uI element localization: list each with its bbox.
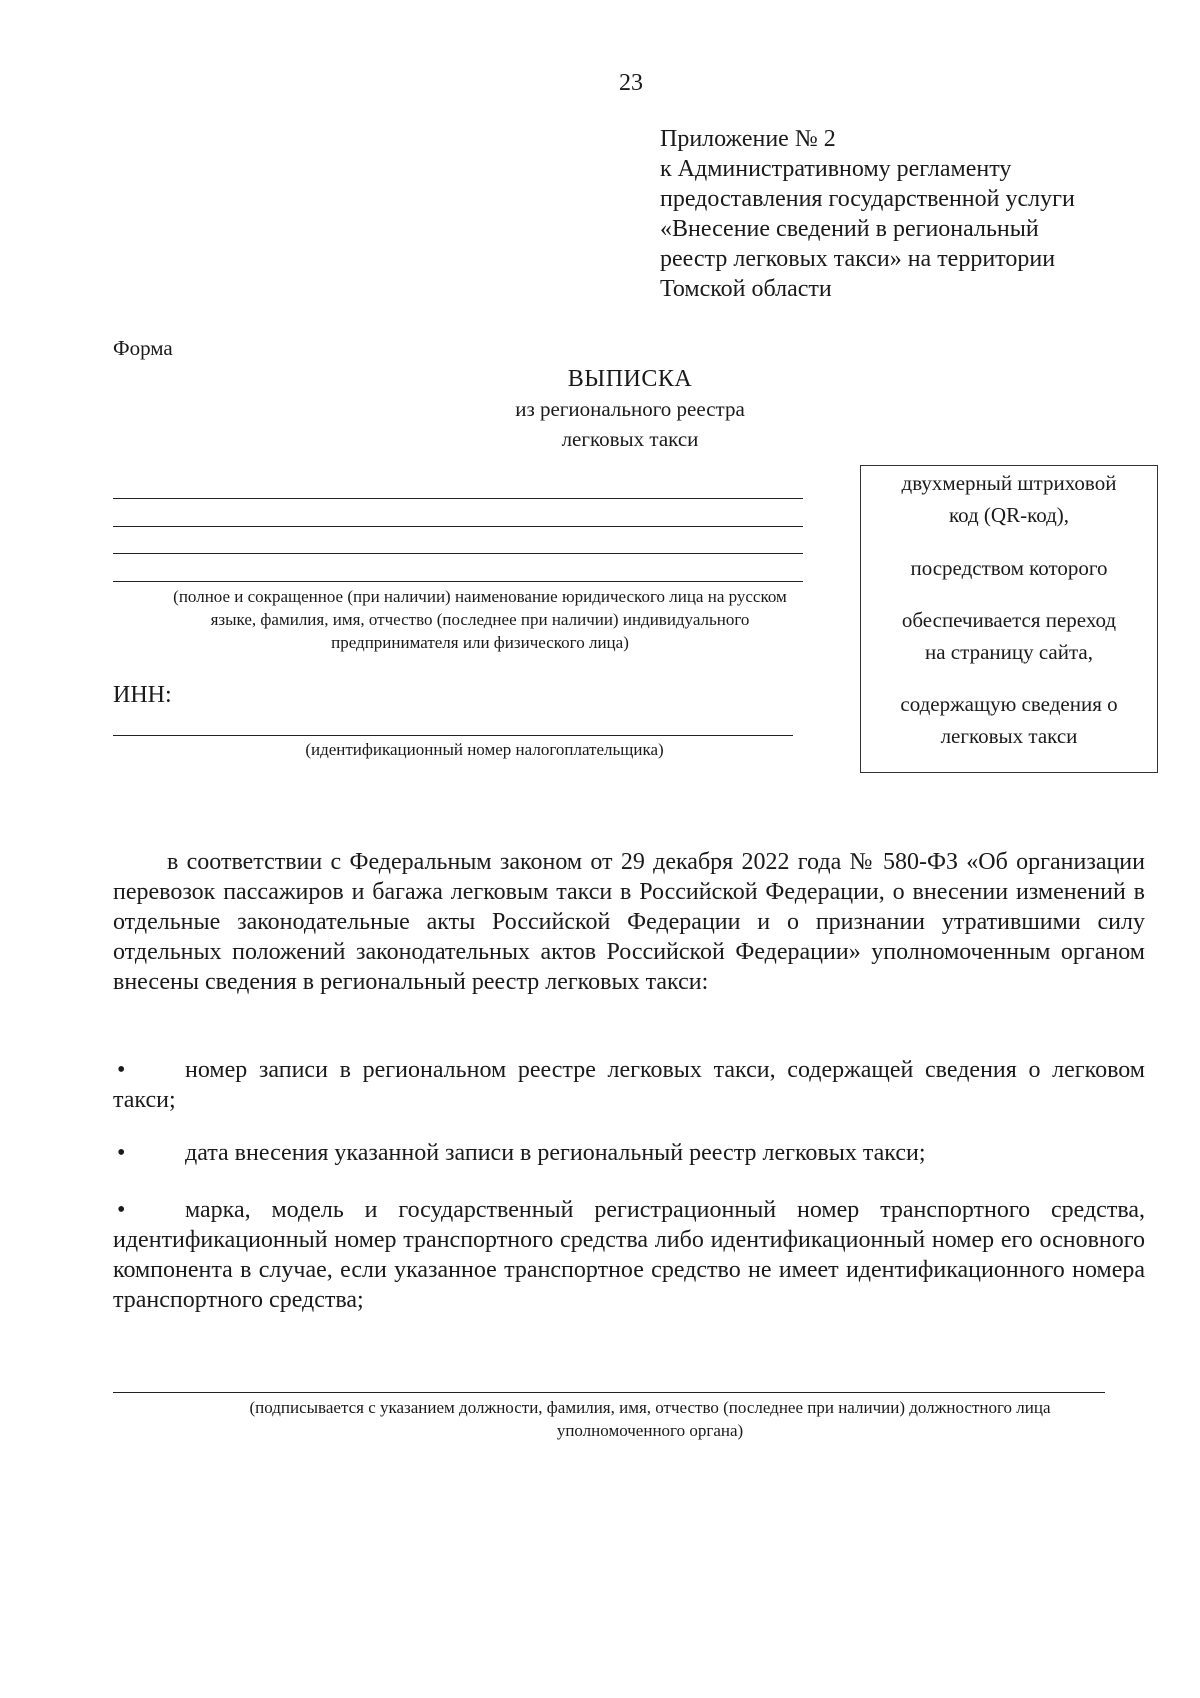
bullet-item: дата внесения указанной записи в региональный реестр легковых такси;: [185, 1140, 926, 1166]
appendix-line: Приложение № 2: [660, 126, 836, 152]
qr-box-text: на страницу сайта,: [925, 640, 1093, 664]
appendix-line: «Внесение сведений в региональный: [660, 216, 1039, 242]
bullet-item: номер записи в региональном реестре легковых такси, содержащей сведения о легковом такси;: [113, 1057, 1145, 1113]
signature-line: [113, 1392, 1105, 1393]
appendix-line: предоставления государственной услуги: [660, 186, 1075, 212]
appendix-line: Томской области: [660, 276, 832, 302]
appendix-line: к Административному регламенту: [660, 156, 1012, 182]
document-subtitle-line: легковых такси: [561, 427, 699, 451]
entity-name-caption: [100, 585, 860, 654]
qr-box-text: обеспечивается переход: [901, 608, 1117, 632]
bullet-icon: •: [117, 1140, 126, 1166]
caption-line: предпринимателя или физического лица): [331, 633, 629, 652]
document-title: ВЫПИСКА: [567, 366, 693, 392]
inn-caption: (идентификационный номер налогоплательщика): [305, 740, 664, 759]
entity-name-line: [113, 553, 803, 554]
inn-label: ИНН:: [113, 682, 172, 708]
signature-caption: [150, 1396, 1150, 1442]
document-subtitle-line: из регионального реестра: [515, 397, 745, 421]
appendix-header: [660, 124, 1180, 304]
inn-line: [113, 735, 793, 736]
bullet-icon: •: [117, 1197, 126, 1223]
qr-box-text: двухмерный штриховой: [901, 471, 1117, 495]
page-number: 23: [619, 70, 643, 96]
body-intro-paragraph: в соответствии с Федеральным законом от 29 декабря 2022 года № 580-ФЗ «Об организации перевозок пассажиров и багажа легковым такси в Российской Федерации, о внесении изменений в отдельные законодательные акты Российской Федерации и о признании утратившими силу отдельных положений законодательных актов Российской Федерации» уполномоченным органом внесены сведения в региональный реестр легковых такси:: [113, 849, 1145, 995]
qr-box-text: посредством которого: [910, 556, 1108, 580]
caption-line: (полное и сокращенное (при наличии) наименование юридического лица на русском: [173, 587, 787, 606]
qr-code-box: [860, 465, 1158, 773]
bullet-item: марка, модель и государственный регистрационный номер транспортного средства, идентификационный номер транспортного средства либо идентификационный номер его основного компонента в случае, если указанное транспортное средство не имеет идентификационного номера транспортного средства;: [113, 1197, 1145, 1313]
entity-name-line: [113, 498, 803, 499]
caption-line: (подписывается с указанием должности, фамилия, имя, отчество (последнее при наличии) должностного лица: [249, 1398, 1051, 1417]
qr-box-text: код (QR-код),: [948, 503, 1070, 527]
form-label: Форма: [113, 336, 173, 360]
entity-name-line: [113, 581, 803, 582]
qr-box-text: содержащую сведения о: [900, 692, 1118, 716]
caption-line: уполномоченного органа): [556, 1421, 744, 1440]
entity-name-line: [113, 526, 803, 527]
caption-line: языке, фамилия, имя, отчество (последнее при наличии) индивидуального: [210, 610, 750, 629]
bullet-icon: •: [117, 1057, 126, 1083]
qr-box-text: легковых такси: [940, 724, 1078, 748]
document-title-block: [380, 364, 880, 454]
appendix-line: реестр легковых такси» на территории: [660, 246, 1056, 272]
